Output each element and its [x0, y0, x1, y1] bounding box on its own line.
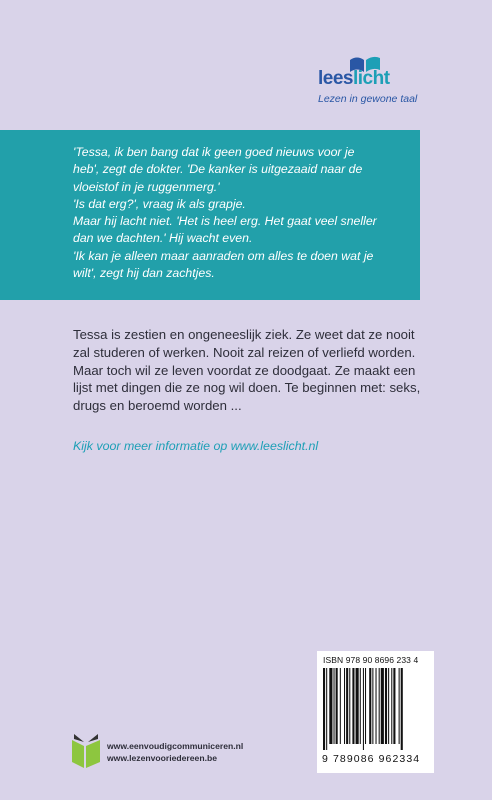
barcode-bar — [352, 668, 354, 744]
logo-tagline: Lezen in gewone taal — [318, 93, 418, 105]
barcode-bars — [323, 668, 428, 750]
publisher-urls — [107, 741, 243, 764]
logo-word-bold: lees — [318, 68, 353, 89]
barcode-bar — [388, 668, 389, 744]
quote-line: 'Tessa, ik ben bang dat ik geen goed nieuws voor je — [73, 145, 355, 159]
barcode-bar — [336, 668, 338, 744]
barcode-bar — [372, 668, 373, 744]
barcode-bar — [385, 668, 387, 744]
logo-word-light: licht — [352, 68, 390, 89]
more-info-link[interactable]: Kijk voor meer informatie op www.leeslicht.nl — [73, 439, 319, 453]
barcode-bar — [360, 668, 361, 744]
barcode-bar — [393, 668, 395, 744]
blurb-line: Maar toch wil ze leven voordat ze doodgaat. Ze maakt een — [73, 362, 416, 378]
quote-line: wilt', zegt hij dan zachtjes. — [73, 266, 215, 281]
isbn-label: ISBN 978 90 8696 233 4 — [323, 655, 419, 665]
barcode-bar — [363, 668, 364, 750]
barcode-bar — [346, 668, 348, 744]
blurb-line: zal studeren of werken. Nooit zal reizen of verliefd worden. — [73, 344, 416, 360]
leeslicht-logo — [318, 54, 438, 105]
barcode-bar — [369, 668, 371, 744]
quote-band — [0, 130, 420, 300]
barcode-bar — [391, 668, 392, 744]
logo-wordmark — [318, 68, 390, 90]
quote-line: dan we dachten.' Hij wacht even. — [73, 231, 253, 246]
quote-text — [73, 144, 408, 282]
barcode-bar — [376, 668, 377, 744]
quote-line: Maar hij lacht niet. 'Het is heel erg. Het gaat veel sneller — [73, 214, 377, 229]
blurb-line: drugs en beroemd worden ... — [73, 398, 242, 414]
barcode-bar — [323, 668, 325, 750]
barcode-bar — [349, 668, 350, 744]
barcode-bar — [326, 668, 327, 750]
blurb-line: lijst met dingen die ze nog wil doen. Te beginnen met: seks, — [73, 380, 421, 396]
barcode-bar — [399, 668, 400, 744]
barcode-bar — [381, 668, 384, 744]
barcode-digits: 9 789086 962334 — [322, 753, 421, 765]
barcode-bar — [356, 668, 359, 744]
quote-line: 'Ik kan je alleen maar aanraden om alles te doen wat je — [73, 248, 374, 263]
barcode-box — [317, 651, 434, 773]
publisher-url[interactable]: www.eenvoudigcommuniceren.nl — [107, 741, 244, 751]
barcode-bar — [334, 668, 335, 744]
barcode-bar — [401, 668, 403, 750]
barcode-bar — [340, 668, 341, 744]
barcode-bar — [344, 668, 345, 744]
blurb-line: Tessa is zestien en ongeneeslijk ziek. Ze weet dat ze nooit — [73, 327, 415, 342]
quote-line: 'Is dat erg?', vraag ik als grapje. — [73, 196, 246, 211]
publisher-url[interactable]: www.lezenvooriedereen.be — [107, 752, 218, 763]
quote-line: heb', zegt de dokter. 'De kanker is uitgezaaid naar de — [73, 162, 363, 177]
barcode-bar — [365, 668, 366, 744]
book-blurb — [73, 326, 433, 415]
barcode-bar — [379, 668, 380, 744]
barcode-bar — [329, 668, 332, 744]
quote-line: vloeistof in je ruggenmerg.' — [73, 179, 220, 194]
book-leaf-icon — [70, 730, 102, 770]
